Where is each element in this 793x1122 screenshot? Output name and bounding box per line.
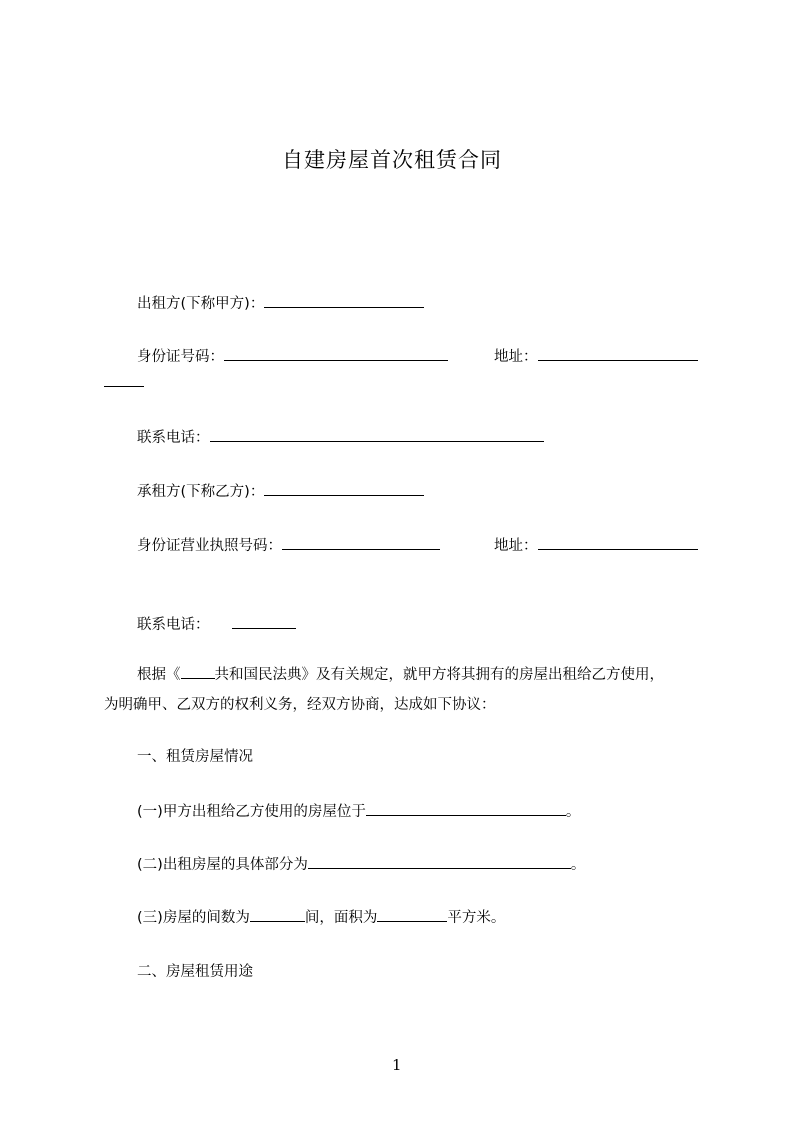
- item3-end: 平方米。: [447, 910, 506, 926]
- lessee-id-blank: [282, 535, 440, 550]
- lessor-id-blank: [224, 346, 448, 361]
- lessee-phone-label: 联系电话：: [137, 617, 210, 633]
- item1-line: [137, 800, 580, 821]
- item3-line: [137, 906, 505, 927]
- lessee-address-label: 地址：: [494, 538, 538, 554]
- lessee-id-line: [137, 534, 440, 555]
- lessor-phone-blank: [210, 427, 544, 442]
- item2-line: [137, 853, 585, 874]
- lessor-name-blank: [264, 293, 424, 308]
- lessor-line: [137, 292, 424, 313]
- lessee-line: [137, 480, 424, 501]
- item3-mid: 间，面积为: [304, 910, 378, 926]
- item1-label: (一)甲方出租给乙方使用的房屋位于: [137, 804, 366, 820]
- lessor-address-line: [494, 345, 698, 366]
- lessor-address-blank: [538, 346, 698, 361]
- lessee-label: 承租方(下称乙方)：: [137, 484, 265, 500]
- lessor-address-blank-continued: [104, 386, 144, 387]
- lessor-address-label: 地址：: [494, 349, 538, 365]
- lessor-phone-line: [137, 426, 544, 447]
- item3-area-blank: [377, 907, 447, 922]
- preamble-line-2: 为明确甲、乙双方的权利义务，经双方协商，达成如下协议：: [104, 697, 496, 713]
- preamble-blank: [181, 664, 215, 679]
- lessor-id-label: 身份证号码：: [137, 349, 224, 365]
- lessor-id-line: [137, 345, 448, 366]
- lessee-address-blank: [538, 535, 698, 550]
- lessee-phone-line: [137, 613, 296, 634]
- lessee-id-label: 身份证营业执照号码：: [137, 538, 282, 554]
- section1-heading: 一、租赁房屋情况: [137, 749, 253, 765]
- section2-heading: 二、房屋租赁用途: [137, 964, 253, 980]
- item3-rooms-blank: [250, 907, 305, 922]
- lessor-phone-label: 联系电话：: [137, 430, 210, 446]
- lessor-label: 出租方(下称甲方)：: [137, 296, 265, 312]
- lessee-name-blank: [264, 481, 424, 496]
- lessee-address-line: [494, 534, 698, 555]
- page-number: 1: [392, 1056, 402, 1074]
- preamble-part2: 共和国民法典》及有关规定，就甲方将其拥有的房屋出租给乙方使用，: [214, 667, 664, 683]
- item1-blank: [366, 801, 566, 816]
- preamble-line-1: [137, 663, 664, 684]
- lessee-phone-blank: [232, 614, 296, 629]
- item2-label: (二)出租房屋的具体部分为: [137, 857, 308, 873]
- document-title: 自建房屋首次租赁合同: [282, 148, 502, 172]
- item2-blank: [308, 854, 571, 869]
- item3-label: (三)房屋的间数为: [137, 910, 250, 926]
- preamble-part1: 根据《: [137, 667, 181, 683]
- item1-end: 。: [565, 804, 581, 820]
- item2-end: 。: [570, 857, 586, 873]
